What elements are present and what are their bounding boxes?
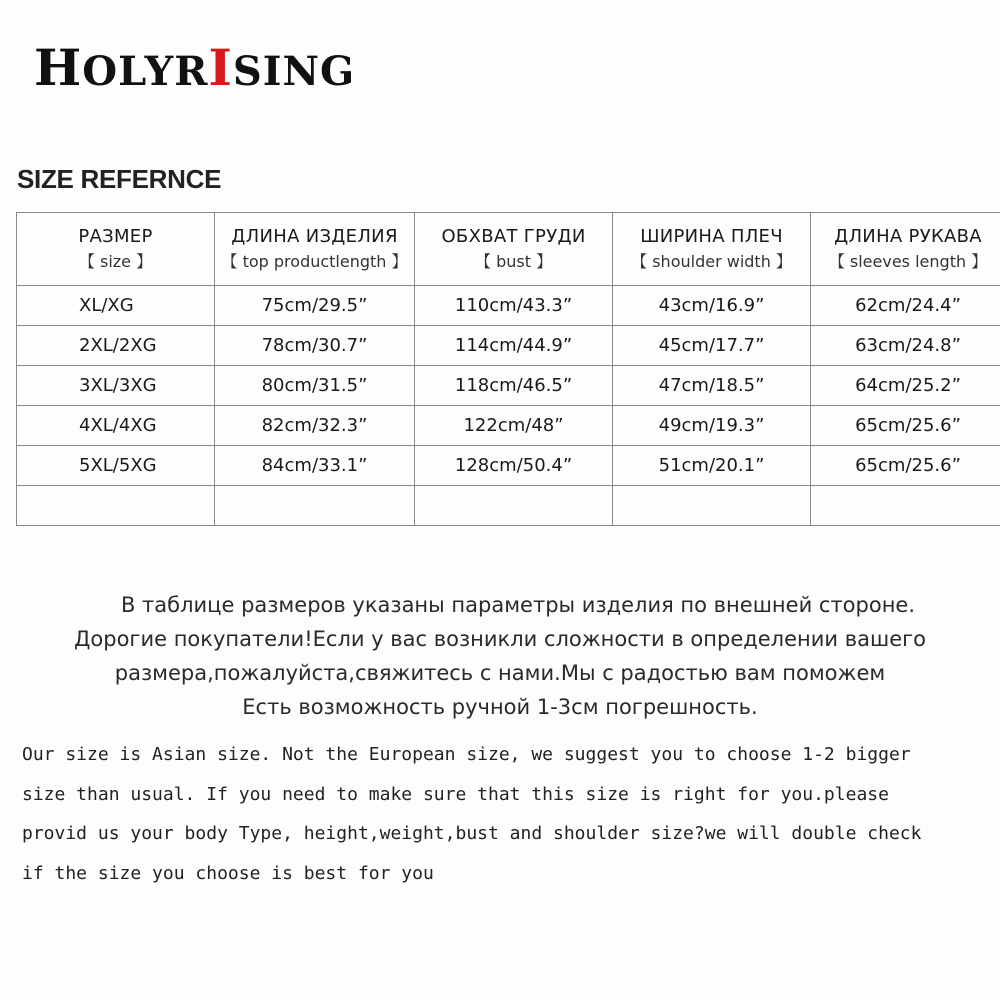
cell-size: 5XL/5XG xyxy=(17,446,215,486)
cell-bust: 110cm/43.3” xyxy=(415,286,613,326)
header-en: 【 bust 】 xyxy=(474,252,553,271)
cell-length: 82cm/32.3” xyxy=(215,406,415,446)
logo-letter-i: I xyxy=(208,38,233,97)
cell-bust: 128cm/50.4” xyxy=(415,446,613,486)
section-title: SIZE REFERNCE xyxy=(17,164,222,194)
header-ru: ДЛИНА ИЗДЕЛИЯ xyxy=(231,226,398,247)
cell-length: 78cm/30.7” xyxy=(215,326,415,366)
cell-bust xyxy=(415,486,613,526)
cell-shoulder: 45cm/17.7” xyxy=(613,326,811,366)
note-line: В таблице размеров указаны параметры изделия по внешней стороне. xyxy=(120,593,916,617)
header-en: 【 sleeves length 】 xyxy=(828,252,988,271)
note-line: size than usual. If you need to make sure that this size is right for you.please xyxy=(22,783,889,805)
note-line: if the size you choose is best for you xyxy=(22,862,434,884)
cell-shoulder: 43cm/16.9” xyxy=(613,286,811,326)
cell-sleeve: 65cm/25.6” xyxy=(811,406,1000,446)
header-en: 【 top productlength 】 xyxy=(221,252,408,271)
cell-size: 3XL/3XG xyxy=(17,366,215,406)
logo-letter-h: H xyxy=(34,38,83,97)
size-table xyxy=(16,212,1000,526)
header-sleeve xyxy=(811,213,1000,286)
table-row-empty xyxy=(17,486,1000,526)
header-size xyxy=(17,213,215,286)
cell-bust: 114cm/44.9” xyxy=(415,326,613,366)
cell-shoulder xyxy=(613,486,811,526)
cell-length: 80cm/31.5” xyxy=(215,366,415,406)
table-row xyxy=(17,326,1000,366)
english-notes xyxy=(22,735,992,893)
cell-sleeve: 63cm/24.8” xyxy=(811,326,1000,366)
header-ru: ШИРИНА ПЛЕЧ xyxy=(640,226,783,247)
cell-size xyxy=(17,486,215,526)
cell-bust: 118cm/46.5” xyxy=(415,366,613,406)
cell-size: 2XL/2XG xyxy=(17,326,215,366)
note-line: Дорогие покупатели!Если у вас возникли сложности в определении вашего xyxy=(73,627,926,651)
logo-text-olyr: OLYR xyxy=(82,48,209,95)
cell-length: 75cm/29.5” xyxy=(215,286,415,326)
table-row xyxy=(17,366,1000,406)
cell-length: 84cm/33.1” xyxy=(215,446,415,486)
table-header-row xyxy=(17,213,1000,286)
cell-shoulder: 47cm/18.5” xyxy=(613,366,811,406)
cell-shoulder: 51cm/20.1” xyxy=(613,446,811,486)
note-line: Our size is Asian size. Not the European size, we suggest you to choose 1-2 bigger xyxy=(22,744,911,765)
cell-length xyxy=(215,486,415,526)
table-row xyxy=(17,406,1000,446)
cell-bust: 122cm/48” xyxy=(415,406,613,446)
header-ru: ДЛИНА РУКАВА xyxy=(834,226,982,247)
cell-sleeve: 65cm/25.6” xyxy=(811,446,1000,486)
header-length xyxy=(215,213,415,286)
cell-shoulder: 49cm/19.3” xyxy=(613,406,811,446)
cell-sleeve: 62cm/24.4” xyxy=(811,286,1000,326)
header-en: 【 size 】 xyxy=(78,252,153,271)
note-line: provid us your body Type, height,weight,bust and shoulder size?we will double check xyxy=(22,823,922,844)
cell-sleeve xyxy=(811,486,1000,526)
table-row xyxy=(17,286,1000,326)
cell-size: 4XL/4XG xyxy=(17,406,215,446)
header-bust xyxy=(415,213,613,286)
header-shoulder xyxy=(613,213,811,286)
logo-text-sing: SING xyxy=(232,48,356,95)
header-ru: РАЗМЕР xyxy=(78,226,153,247)
note-line: размера,пожалуйста,свяжитесь с нами.Мы с радостью вам поможем xyxy=(114,661,886,685)
table-row xyxy=(17,446,1000,486)
note-line: Есть возможность ручной 1-3см погрешность. xyxy=(242,695,758,719)
header-en: 【 shoulder width 】 xyxy=(631,252,792,271)
russian-notes xyxy=(0,588,1000,724)
header-ru: ОБХВАТ ГРУДИ xyxy=(441,226,586,247)
cell-sleeve: 64cm/25.2” xyxy=(811,366,1000,406)
cell-size: XL/XG xyxy=(17,286,215,326)
brand-logo xyxy=(34,38,355,97)
